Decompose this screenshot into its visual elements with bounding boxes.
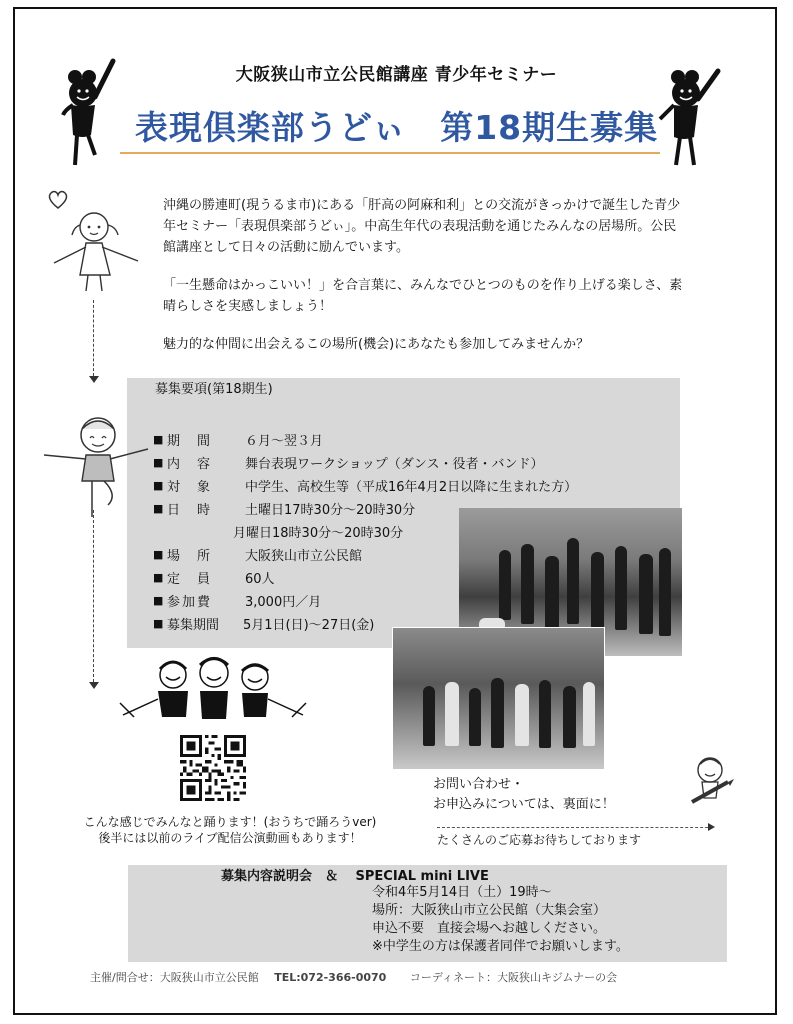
wait-message: たくさんのご応募お待ちしております xyxy=(437,833,642,847)
wait-arrowhead xyxy=(708,823,715,831)
pencil-kid-icon xyxy=(688,752,736,807)
bullet-icon: ■ xyxy=(153,456,164,469)
briefing-line: 令和4年5月14日（土）19時～ xyxy=(372,885,552,900)
video-caption-line: 後半には以前のライブ配信公演動画もあります！ xyxy=(98,831,362,845)
requirement-value: 月曜日18時30分～20時30分 xyxy=(233,526,404,541)
intro-paragraph: 「一生懸命はかっこいい！」を合言葉に、みんなでひとつのものを作り上げる楽しさ、素晴らしさを実感しましょう！ xyxy=(163,278,683,314)
flow-arrow-upper xyxy=(93,300,94,376)
requirement-value: 大阪狭山市立公民館 xyxy=(245,549,363,564)
requirement-value: 60人 xyxy=(245,572,275,587)
bullet-icon: ■ xyxy=(153,594,164,607)
page-title: 表現倶楽部うどぃ 第18期生募集 xyxy=(134,108,659,147)
girl-icon xyxy=(52,205,142,295)
briefing-line: 場所：大阪狭山市立公民館（大集会室） xyxy=(372,903,607,918)
requirement-value: 3,000円／月 xyxy=(245,595,322,610)
dancer-icon xyxy=(42,405,152,525)
requirement-row xyxy=(153,451,577,474)
requirement-value: 土曜日17時30分～20時30分 xyxy=(245,503,416,518)
requirement-value: 舞台表現ワークショップ（ダンス・役者・バンド） xyxy=(245,457,544,472)
requirement-row xyxy=(153,428,577,451)
video-caption-line: こんな感じでみんなと踊ります！(おうちで踊ろうver) xyxy=(83,815,377,829)
intro-paragraph: 沖縄の勝連町(現うるま市)にある「肝高の阿麻和利」との交流がきっかけで誕生した青少年セミナー「表現倶楽部うどぃ」。中高生年代の表現活動を通じたみんなの居場所。公民館講座として日々の活動に励んでいます。 xyxy=(163,198,681,255)
bullet-icon: ■ xyxy=(153,617,164,630)
bullet-icon: ■ xyxy=(153,571,164,584)
briefing-title: 募集内容説明会 ＆ SPECIAL mini LIVE xyxy=(221,869,489,884)
inquiry-line: お問い合わせ・ xyxy=(433,777,525,792)
qr-code-icon[interactable] xyxy=(180,735,246,801)
requirement-label: 場 所 xyxy=(167,549,213,564)
bullet-icon: ■ xyxy=(153,502,164,515)
three-kids-icon xyxy=(118,655,308,730)
inquiry-note xyxy=(433,775,615,815)
seminar-subtitle: 大阪狭山市立公民館講座 青少年セミナー xyxy=(235,65,558,85)
briefing-line: 申込不要 直接会場へお越しください。 xyxy=(372,921,607,936)
flow-arrowhead-lower xyxy=(89,682,99,689)
requirement-label: 参加費 xyxy=(167,595,213,610)
bullet-icon: ■ xyxy=(153,479,164,492)
requirement-label: 内 容 xyxy=(167,457,213,472)
requirement-label: 日 時 xyxy=(167,503,213,518)
requirement-value: 中学生、高校生等（平成16年4月2日以降に生まれた方） xyxy=(245,480,578,495)
dancer-left-icon xyxy=(55,55,125,170)
title-underline xyxy=(120,152,660,154)
requirement-label: 定 員 xyxy=(167,572,213,587)
requirement-row xyxy=(153,474,577,497)
video-caption xyxy=(60,814,400,846)
group-circle-photo xyxy=(392,627,605,770)
footer xyxy=(90,969,617,985)
footer-coordinator: コーディネート：大阪狭山キジムナーの会 xyxy=(409,971,618,984)
footer-organizer: 主催/問合せ：大阪狭山市立公民館 xyxy=(90,971,259,984)
wait-arrow-line xyxy=(437,827,713,828)
requirement-value: 5月1日(日)～27日(金) xyxy=(243,618,375,633)
footer-tel: TEL:072-366-0070 xyxy=(274,971,387,984)
dancer-right-icon xyxy=(652,55,727,170)
briefing-line: ※中学生の方は保護者同伴でお願いします。 xyxy=(372,939,629,954)
requirement-label: 募集期間 xyxy=(167,618,220,633)
bullet-icon: ■ xyxy=(153,433,164,446)
requirement-label: 期 間 xyxy=(167,434,213,449)
bullet-icon: ■ xyxy=(153,548,164,561)
intro-paragraph: 魅力的な仲間に出会えるこの場所(機会)にあなたも参加してみませんか？ xyxy=(163,337,590,352)
flow-arrow-lower xyxy=(93,510,94,682)
inquiry-line: お申込みについては、裏面に！ xyxy=(433,797,615,812)
requirements-heading: 募集要項(第18期生) xyxy=(155,382,273,397)
requirement-label: 対 象 xyxy=(167,480,213,495)
intro-text xyxy=(163,195,683,372)
flow-arrowhead-upper xyxy=(89,376,99,383)
requirement-value: ６月～翌３月 xyxy=(245,434,324,449)
briefing-details xyxy=(372,884,629,956)
